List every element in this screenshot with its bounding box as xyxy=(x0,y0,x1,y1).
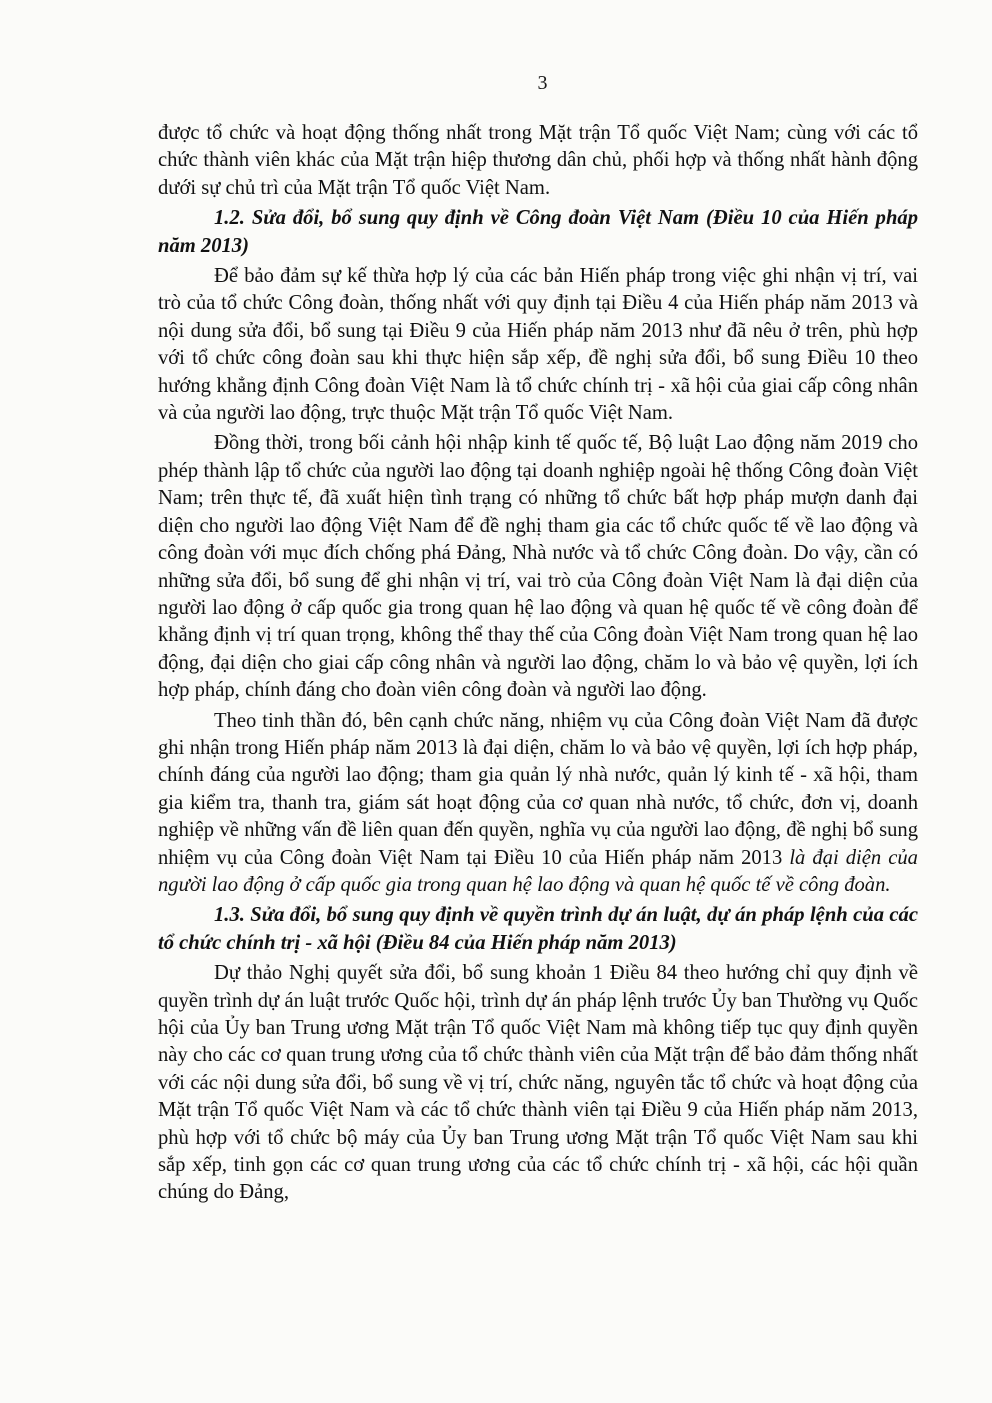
document-body xyxy=(158,120,918,1207)
section-heading-1-2: 1.2. Sửa đổi, bổ sung quy định về Công đoàn Việt Nam (Điều 10 của Hiến pháp năm 2013) xyxy=(158,207,918,257)
paragraph-2: Đồng thời, trong bối cảnh hội nhập kinh tế quốc tế, Bộ luật Lao động năm 2019 cho phép thành lập tổ chức của người lao động tại doanh nghiệp ngoài hệ thống Công đoàn Việt Nam; trên thực tế, đã xuất hiện tình trạng có những tổ chức bất hợp pháp mượn danh đại diện cho người lao động Việt Nam để đề nghị tham gia các tổ chức quốc tế về lao động và công đoàn với mục đích chống phá Đảng, Nhà nước và tổ chức Công đoàn. Do vậy, cần có những sửa đổi, bổ sung để ghi nhận vị trí, vai trò của Công đoàn Việt Nam là đại diện của người lao động ở cấp quốc gia trong quan hệ lao động và quan hệ quốc tế về công đoàn để khẳng định vị trí quan trọng, không thể thay thế của Công đoàn Việt Nam trong quan hệ lao động, đại diện cho giai cấp công nhân và người lao động, chăm lo và bảo vệ quyền, lợi ích hợp pháp, chính đáng cho đoàn viên công đoàn và người lao động. xyxy=(158,432,918,702)
paragraph-continuation: được tổ chức và hoạt động thống nhất trong Mặt trận Tổ quốc Việt Nam; cùng với các tổ chức thành viên khác của Mặt trận hiệp thương dân chủ, phối hợp và thống nhất hành động dưới sự chủ trì của Mặt trận Tổ quốc Việt Nam. xyxy=(158,122,918,199)
paragraph-3 xyxy=(158,708,918,900)
page-number: 3 xyxy=(537,72,548,94)
paragraph-3-italic-text: là đại diện của người lao động ở cấp quốc gia trong quan hệ lao động và quan hệ quốc tế về công đoàn. xyxy=(158,846,918,896)
paragraph-4: Dự thảo Nghị quyết sửa đổi, bổ sung khoản 1 Điều 84 theo hướng chỉ quy định về quyền trình dự án luật trước Quốc hội, trình dự án pháp lệnh trước Ủy ban Thường vụ Quốc hội của Ủy ban Trung ương Mặt trận Tổ quốc Việt Nam mà không tiếp tục quy định quyền này cho các cơ quan trung ương của tổ chức thành viên của Mặt trận để bảo đảm thống nhất với các nội dung sửa đổi, bổ sung về vị trí, chức năng, nguyên tắc tổ chức và hoạt động của Mặt trận Tổ quốc Việt Nam và các tổ chức thành viên tại Điều 9 của Hiến pháp năm 2013, phù hợp với tổ chức bộ máy của Ủy ban Trung ương Mặt trận Tổ quốc Việt Nam sau khi sắp xếp, tinh gọn các cơ quan trung ương của các tổ chức chính trị - xã hội, các hội quần chúng do Đảng, xyxy=(158,962,918,1204)
section-heading-1-3: 1.3. Sửa đổi, bổ sung quy định về quyền trình dự án luật, dự án pháp lệnh của các tổ chức chính trị - xã hội (Điều 84 của Hiến pháp năm 2013) xyxy=(158,904,918,954)
paragraph-1: Để bảo đảm sự kế thừa hợp lý của các bản Hiến pháp trong việc ghi nhận vị trí, vai trò của tổ chức Công đoàn, thống nhất với quy định tại Điều 4 của Hiến pháp năm 2013 và nội dung sửa đổi, bổ sung tại Điều 9 của Hiến pháp năm 2013 như đã nêu ở trên, phù hợp với tổ chức công đoàn sau khi thực hiện sắp xếp, đề nghị sửa đổi, bổ sung Điều 10 theo hướng khẳng định Công đoàn Việt Nam là tổ chức chính trị - xã hội của giai cấp công nhân và của người lao động, trực thuộc Mặt trận Tổ quốc Việt Nam. xyxy=(158,265,918,425)
paragraph-3-text: Theo tinh thần đó, bên cạnh chức năng, nhiệm vụ của Công đoàn Việt Nam đã được ghi nhận trong Hiến pháp năm 2013 là đại diện, chăm lo và bảo vệ quyền, lợi ích hợp pháp, chính đáng của người lao động; tham gia quản lý nhà nước, quản lý kinh tế - xã hội, tham gia kiểm tra, thanh tra, giám sát hoạt động của cơ quan nhà nước, tổ chức, đơn vị, doanh nghiệp về những vấn đề liên quan đến quyền, nghĩa vụ của người lao động, đề nghị bổ sung nhiệm vụ của Công đoàn Việt Nam tại Điều 10 của Hiến pháp năm 2013 xyxy=(158,709,918,869)
